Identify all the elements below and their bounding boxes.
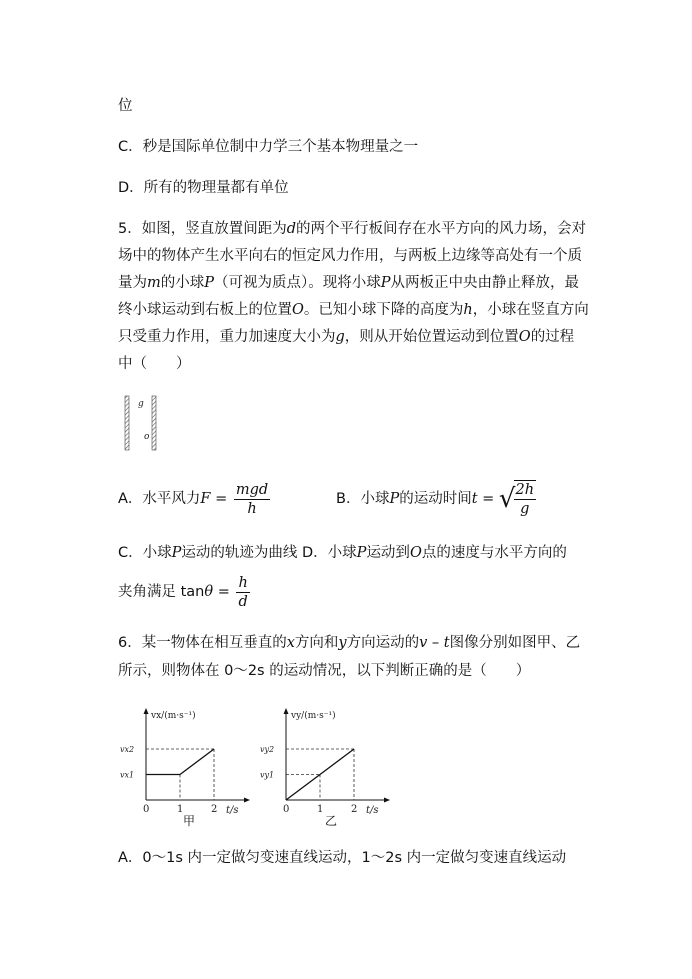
x-tick-label: 1 xyxy=(317,804,324,815)
x-tick-label: 0 xyxy=(143,804,150,815)
x-tick-label: 2 xyxy=(351,804,358,815)
left-plate xyxy=(125,396,129,450)
x-arrow xyxy=(384,798,390,803)
continued-text: 位 xyxy=(118,98,133,114)
option-b-q5: B．小球P的运动时间t = √ $\frac{2h}{g}$ xyxy=(336,482,535,517)
q5-line-5: 只受重力作用，重力加速度大小为g，则从开始位置运动到位置O的过程 xyxy=(118,329,575,345)
chart-jia xyxy=(118,704,253,824)
x-tick-label: 0 xyxy=(283,804,290,815)
label-g: g xyxy=(138,399,144,409)
x-tick-label: 2 xyxy=(211,804,218,815)
sqrt-sign: √ xyxy=(498,484,516,514)
option-a-q5: A．水平风力F = $\frac{\text{mgd}}{h}$ xyxy=(118,481,269,517)
q5-line-4: 终小球运动到右板上的位置O。已知小球下降的高度为h，小球在竖直方向 xyxy=(118,302,589,318)
chart-yi-title: 乙 xyxy=(325,814,338,828)
option-d-q4: D．所有的物理量都有单位 xyxy=(118,180,289,196)
y-level-label: vx2 xyxy=(120,745,135,754)
q5-line-3: 量为m的小球P（可视为质点）。现将小球P从两板正中央由静止释放，最 xyxy=(118,275,580,291)
x-axis-label: t/s xyxy=(366,805,379,816)
q5-figure xyxy=(118,392,168,454)
series-line xyxy=(146,749,214,775)
y-arrow xyxy=(144,708,149,714)
chart-jia-title: 甲 xyxy=(183,814,196,828)
chart-yi xyxy=(258,704,393,824)
y-axis-label: vx/(m·s⁻¹) xyxy=(151,711,196,721)
y-axis-label: vy/(m·s⁻¹) xyxy=(291,711,336,721)
q5-line-2: 场中的物体产生水平向右的恒定风力作用，与两板上边缘等高处有一个质 xyxy=(118,248,582,264)
label-o: o xyxy=(144,432,150,442)
right-plate xyxy=(152,396,156,450)
x-axis-label: t/s xyxy=(226,805,239,816)
y-level-label: vy2 xyxy=(260,745,275,754)
option-d-cont-q5: 夹角满足 tanθ = $\frac{h}{d}$ xyxy=(118,574,248,610)
y-level-label: vx1 xyxy=(120,770,135,780)
q6-line-2: 所示，则物体在 0～2s 的运动情况，以下判断正确的是（ ） xyxy=(118,663,531,679)
x-arrow xyxy=(244,798,250,803)
option-c-d-q5: C．小球P运动的轨迹为曲线 D．小球P运动到O点的速度与水平方向的 xyxy=(118,545,567,561)
option-c-q4: C．秒是国际单位制中力学三个基本物理量之一 xyxy=(118,139,419,155)
y-level-label: vy1 xyxy=(260,770,275,780)
q5-line-6: 中（ ） xyxy=(118,356,191,372)
q5-line-1: 5．如图，竖直放置间距为d的两个平行板间存在水平方向的风力场，会对 xyxy=(118,221,587,237)
y-arrow xyxy=(284,708,289,714)
x-tick-label: 1 xyxy=(177,804,184,815)
q6-line-1: 6．某一物体在相互垂直的x方向和y方向运动的v – t图像分别如图甲、乙 xyxy=(118,635,581,651)
option-a-q6: A．0～1s 内一定做匀变速直线运动，1～2s 内一定做匀变速直线运动 xyxy=(118,850,567,866)
